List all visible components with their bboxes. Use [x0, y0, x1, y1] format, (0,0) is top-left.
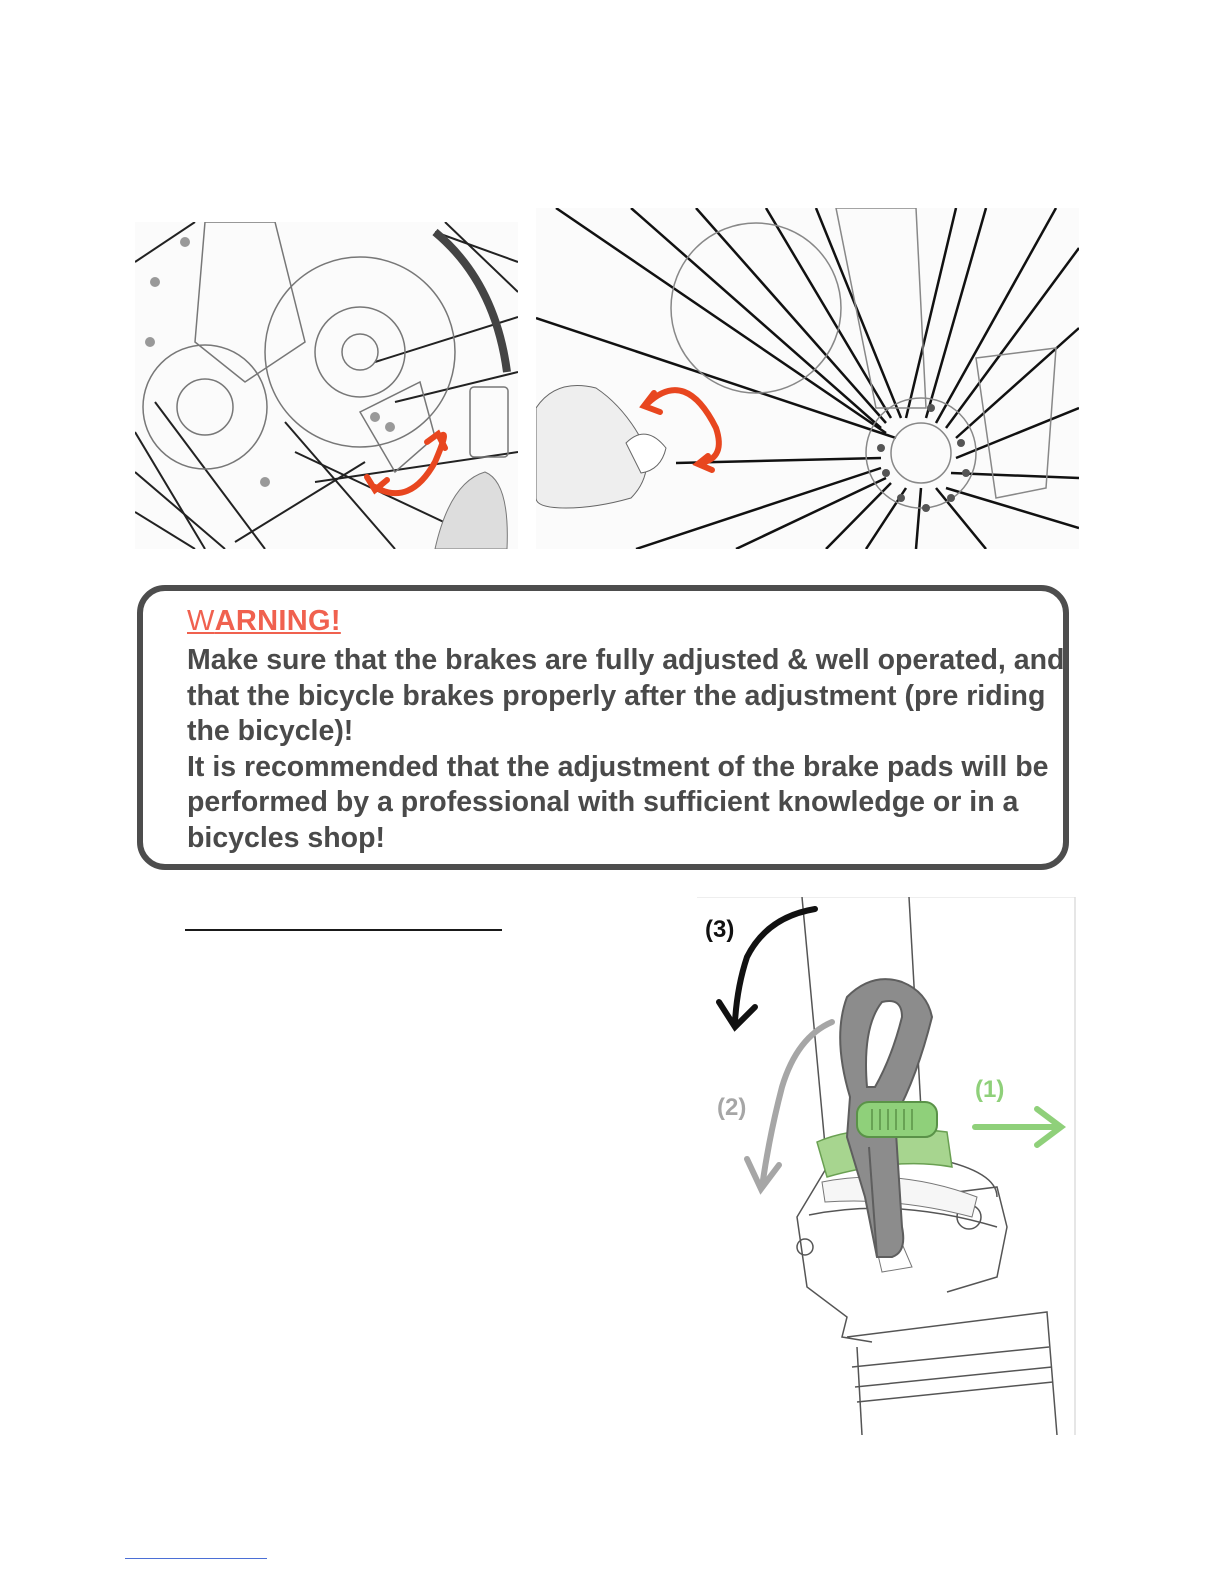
fork-quick-release-diagram — [697, 897, 1077, 1435]
warning-box — [137, 585, 1069, 870]
fork-quick-release-drawing — [697, 897, 1077, 1435]
footnote-separator — [125, 1558, 267, 1559]
warning-paragraph-2: It is recommended that the adjustment of the brake pads will be performed by a professional with sufficient knowledge or in a bicycles shop! — [187, 750, 1049, 854]
brake-caliper-photo — [135, 222, 518, 549]
step-2-label: (2) — [717, 1094, 747, 1121]
warning-title-rest: ARNING! — [214, 605, 341, 637]
brake-caliper-sketch — [135, 222, 518, 549]
warning-paragraph-1: Make sure that the brakes are fully adjusted & well operated, and that the bicycle brakes properly after the adjustment (pre riding the bicycle)! — [187, 644, 1065, 747]
section-heading-rule — [185, 929, 502, 931]
warning-text — [187, 643, 1067, 856]
step-1-label: (1) — [975, 1076, 1005, 1103]
warning-title — [187, 605, 341, 638]
quick-release-photo — [536, 208, 1079, 549]
quick-release-sketch — [536, 208, 1079, 549]
warning-title-first-letter: W — [187, 605, 215, 637]
step-3-label: (3) — [705, 916, 735, 943]
